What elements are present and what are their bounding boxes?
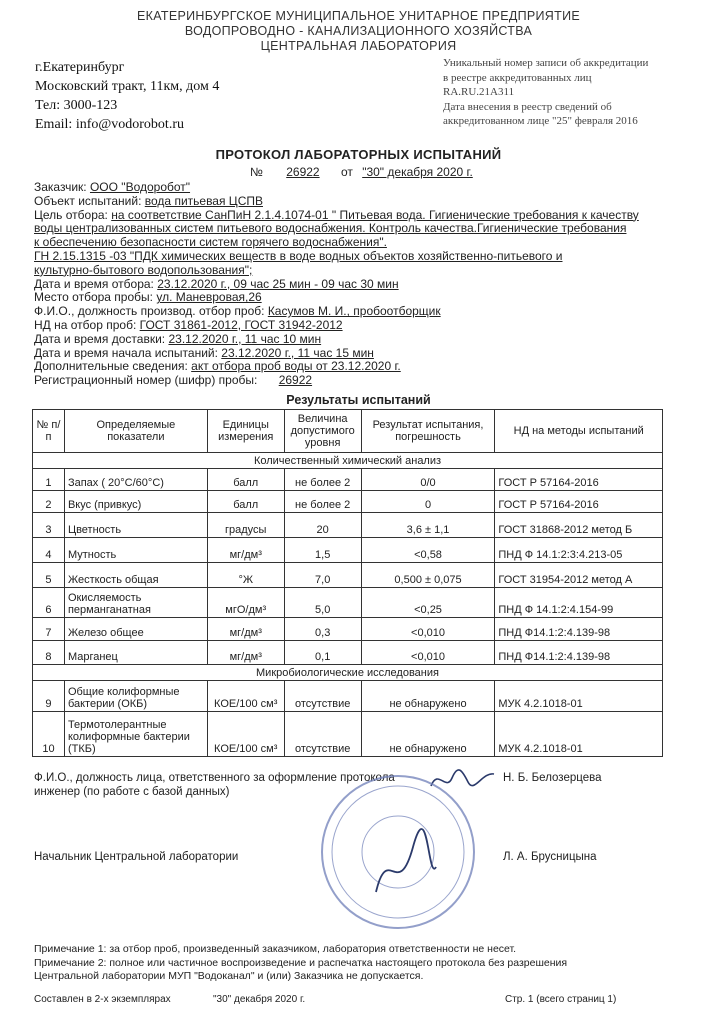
note-2: Примечание 2: полное или частичное воспроизведение и распечатка настоящего протокола без разрешения [34,956,568,969]
accr-line-2: в реестре аккредитованных лиц [443,71,592,84]
footer-page: Стр. 1 (всего страниц 1) [505,994,617,1005]
row-result: не обнаружено [361,681,495,712]
row-method: ПНД Ф14.1:2:4.139-98 [495,618,663,641]
row-no: 1 [33,469,65,491]
protocol-title: ПРОТОКОЛ ЛАБОРАТОРНЫХ ИСПЫТАНИЙ [215,147,502,162]
section-chem-row [33,453,663,469]
nd-label: НД на отбор проб: [34,317,137,332]
row-method: ПНД Ф 14.1:2:4.154-99 [495,588,663,618]
row-result: 0,500 ± 0,075 [361,563,495,588]
row-no: 2 [33,491,65,513]
row-unit: мг/дм³ [207,538,284,563]
org-name-line-2: ВОДОПРОВОДНО - КАНАЛИЗАЦИОННОГО ХОЗЯЙСТВА [184,24,533,38]
table-row [33,469,663,491]
row-limit: 7,0 [284,563,361,588]
row-result: 0 [361,491,495,513]
head-name: Л. А. Брусницына [503,851,597,863]
section-chem: Количественный химический анализ [33,453,663,469]
row-method: ПНД Ф 14.1:2:3:4.213-05 [495,538,663,563]
start-value: 23.12.2020 г., 11 час 15 мин [221,345,374,360]
row-result: не обнаружено [361,712,495,757]
row-unit: КОЕ/100 см³ [207,681,284,712]
purpose-line-5: культурно-бытового водопользования"; [34,262,253,277]
row-unit: мг/дм³ [207,641,284,665]
row-no: 8 [33,641,65,665]
col-unit: Единицы измерения [207,410,284,453]
purpose-line-2: воды централизованных систем питьевого водоснабжения. Контроль качества.Гигиенические требования [34,221,627,236]
col-result: Результат испытания, погрешность [361,410,495,453]
phone: Тел: 3000-123 [35,98,118,113]
row-method: ПНД Ф14.1:2:4.139-98 [495,641,663,665]
table-row [33,538,663,563]
row-limit: 20 [284,513,361,538]
no-label: № [250,165,263,179]
delivery-label: Дата и время доставки: [34,331,166,346]
row-unit: °Ж [207,563,284,588]
row-limit: не более 2 [284,469,361,491]
reg-value: 26922 [278,373,313,388]
row-no: 10 [33,712,65,757]
head-title: Начальник Центральной лаборатории [34,851,239,863]
resp-line-1: Ф.И.О., должность лица, ответственного за оформление протокола [34,772,395,784]
purpose-line-1: на соответствие СанПиН 2.1.4.1074-01 " Питьевая вода. Гигиенические требования к качеству [111,207,639,222]
note-1: Примечание 1: за отбор проб, произведенный заказчиком, лаборатория ответственности не несет. [34,943,517,955]
row-result: <0,58 [361,538,495,563]
results-table [32,409,663,757]
row-method: ГОСТ 31868-2012 метод Б [495,513,663,538]
results-header-row [33,410,663,453]
row-method: ГОСТ Р 57164-2016 [495,469,663,491]
row-no: 6 [33,588,65,618]
place-label: Место отбора пробы: [34,290,153,305]
sample-info [34,181,674,388]
row-indicator: Марганец [64,641,207,665]
row-limit: не более 2 [284,491,361,513]
row-result: 0/0 [361,469,495,491]
place-value: ул. Маневровая,26 [156,290,262,305]
row-no: 9 [33,681,65,712]
delivery-value: 23.12.2020 г., 11 час 10 мин [168,331,322,346]
row-method: МУК 4.2.1018-01 [495,681,663,712]
sampler-label: Ф.И.О., должность производ. отбор проб: [34,304,265,319]
row-unit: КОЕ/100 см³ [207,712,284,757]
sampling-label: Дата и время отбора: [34,276,154,291]
row-indicator: Вкус (привкус) [64,491,207,513]
start-label: Дата и время начала испытаний: [34,345,218,360]
resp-line-2: инженер (по работе с базой данных) [34,786,230,798]
row-result: <0,010 [361,618,495,641]
object-value: вода питьевая ЦСПВ [144,193,263,208]
row-unit: балл [207,491,284,513]
col-no: № п/п [33,410,65,453]
row-indicator: Цветность [64,513,207,538]
results-title: Результаты испытаний [286,393,431,407]
protocol-number-line [250,165,473,179]
nd-value: ГОСТ 31861-2012, ГОСТ 31942-2012 [139,317,343,332]
extra-label: Дополнительные сведения: [34,359,188,374]
table-row [33,513,663,538]
row-no: 4 [33,538,65,563]
city: г.Екатеринбург [35,60,125,75]
reg-label: Регистрационный номер (шифр) пробы: [34,373,258,388]
row-indicator: Окисляемость перманганатная [64,588,207,618]
col-limit: Величина допустимого уровня [284,410,361,453]
table-row [33,681,663,712]
from-label: от [340,165,353,179]
customer-label: Заказчик: [34,180,87,194]
accr-line-5: аккредитованном лице "25" февраля 2016 [443,115,638,127]
stamp-seal-icon [318,772,478,932]
row-limit: 1,5 [284,538,361,563]
table-row [33,563,663,588]
purpose-line-4: ГН 2.15.1315 -03 "ПДК химических веществ в воде водных объектов хозяйственно-питьевого и [34,248,563,263]
protocol-date: "30" декабря 2020 г. [362,165,473,179]
footer-copies: Составлен в 2-х экземплярах [34,994,171,1005]
protocol-number: 26922 [286,165,320,179]
notes [34,943,567,984]
row-indicator: Жесткость общая [64,563,207,588]
row-result: <0,25 [361,588,495,618]
table-row [33,491,663,513]
table-row [33,712,663,757]
footer-date: "30" декабря 2020 г. [213,994,306,1005]
col-indicator: Определяемые показатели [64,410,207,453]
row-unit: мгО/дм³ [207,588,284,618]
col-method: НД на методы испытаний [495,410,663,453]
extra-value: акт отбора проб воды от 23.12.2020 г. [191,359,401,374]
row-no: 3 [33,513,65,538]
section-micro-row [33,665,663,681]
row-limit: отсутствие [284,681,361,712]
note-3: Центральной лаборатории МУП "Водоканал" и (или) Заказчика не допускается. [34,970,424,982]
row-limit: 5,0 [284,588,361,618]
row-indicator: Мутность [64,538,207,563]
sampler-value: Касумов М. И., пробоотборщик [267,304,441,319]
row-indicator: Железо общее [64,618,207,641]
row-indicator: Общие колиформные бактерии (ОКБ) [64,681,207,712]
address: Московский тракт, 11км, дом 4 [35,79,220,94]
row-no: 7 [33,618,65,641]
row-no: 5 [33,563,65,588]
customer-value: ООО "Водоробот" [89,180,191,194]
resp-name: Н. Б. Белозерцева [503,772,602,784]
section-micro: Микробиологические исследования [33,665,663,681]
table-row [33,618,663,641]
row-indicator: Термотолерантные колиформные бактерии (ТКБ) [64,712,207,757]
sampling-value: 23.12.2020 г., 09 час 25 мин - 09 час 30 мин [157,276,399,291]
row-result: <0,010 [361,641,495,665]
accr-line-1: Уникальный номер записи об аккредитации [443,57,649,69]
row-limit: отсутствие [284,712,361,757]
org-name-line-3: ЦЕНТРАЛЬНАЯ ЛАБОРАТОРИЯ [260,39,457,53]
row-method: ГОСТ Р 57164-2016 [495,491,663,513]
row-limit: 0,3 [284,618,361,641]
contacts-block [35,58,219,134]
org-name-line-1: ЕКАТЕРИНБУРГСКОЕ МУНИЦИПАЛЬНОЕ УНИТАРНОЕ ПРЕДПРИЯТИЕ [137,9,580,23]
row-method: ГОСТ 31954-2012 метод А [495,563,663,588]
row-method: МУК 4.2.1018-01 [495,712,663,757]
row-unit: градусы [207,513,284,538]
table-row [33,641,663,665]
row-indicator: Запах ( 20°С/60°С) [64,469,207,491]
row-limit: 0,1 [284,641,361,665]
row-result: 3,6 ± 1,1 [361,513,495,538]
accreditation-block [443,56,648,129]
table-row [33,588,663,618]
row-unit: балл [207,469,284,491]
email: Email: info@vodorobot.ru [35,117,184,132]
purpose-label: Цель отбора: [34,207,108,222]
object-label: Объект испытаний: [34,193,142,208]
purpose-line-3: к обеспечению безопасности систем горячего водоснабжения". [34,235,387,250]
row-unit: мг/дм³ [207,618,284,641]
accr-line-4: Дата внесения в реестр сведений об [443,100,612,113]
accr-number: RA.RU.21A311 [443,86,515,98]
